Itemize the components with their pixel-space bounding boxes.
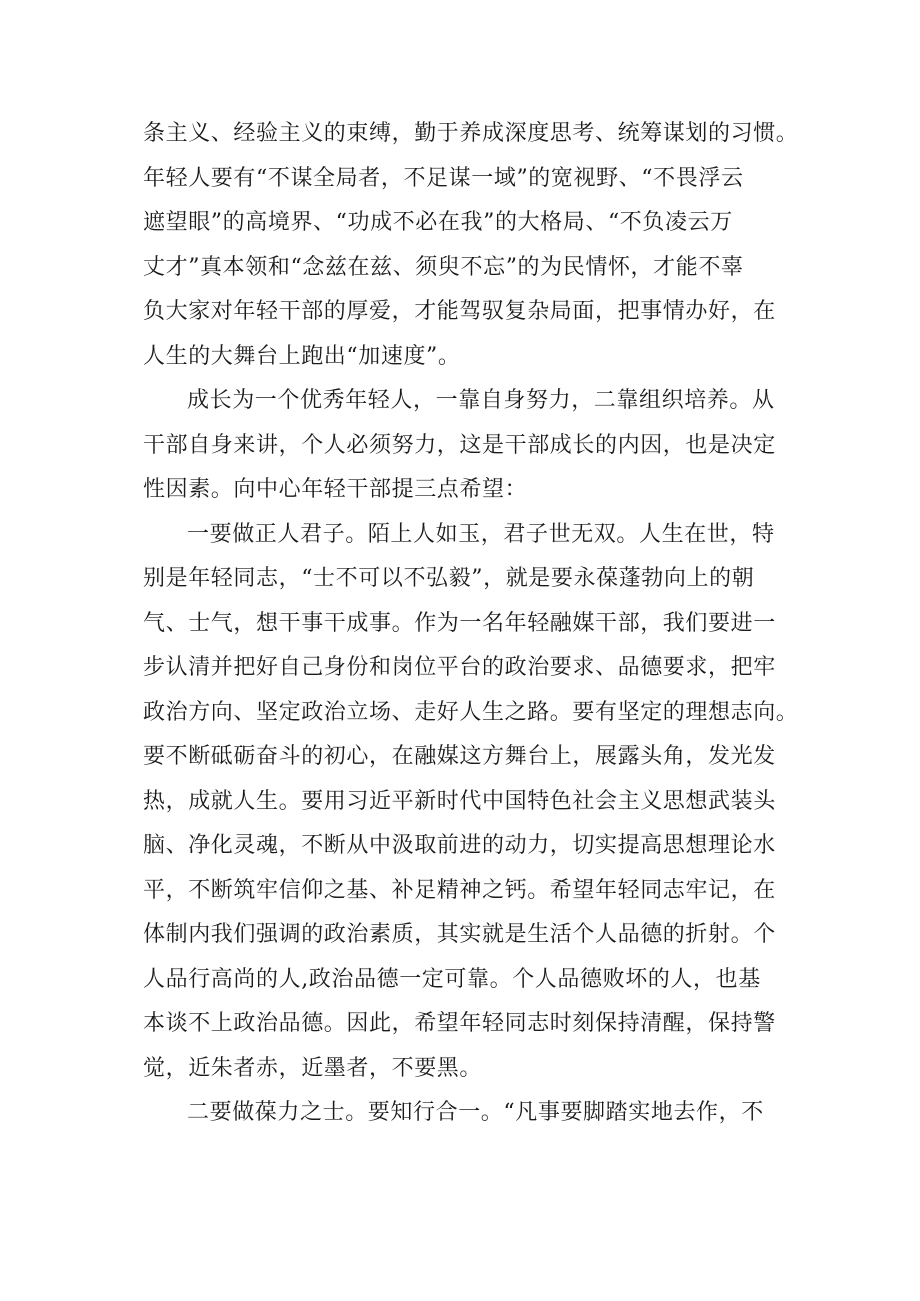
text-line: 丈才”真本领和“念兹在兹、须臾不忘”的为民情怀，才能不辜 (143, 254, 744, 280)
document-body (143, 112, 799, 1136)
text-line: 人品行高尚的人,政治品德一定可靠。个人品德败坏的人，也基 (143, 966, 761, 992)
text-line: 体制内我们强调的政治素质，其实就是生活个人品德的折射。个 (143, 922, 776, 947)
paragraph-first-line: 成长为一个优秀年轻人，一靠自身努力，二靠组织培养。从 (187, 388, 775, 413)
text-line: 负大家对年轻干部的厚爱，才能驾驭复杂局面，把事情办好，在 (143, 299, 776, 324)
text-line: 要不断砥砺奋斗的初心，在融媒这方舞台上，展露头角，发光发 (143, 744, 776, 769)
text-line: 遮望眼”的高境界、“功成不必在我”的大格局、“不负凌云万 (143, 210, 733, 235)
text-line: 热，成就人生。要用习近平新时代中国特色社会主义思想武装头 (143, 788, 776, 814)
text-line: 干部自身来讲，个人必须努力，这是干部成长的内因，也是决定 (143, 432, 776, 458)
text-line: 政治方向、坚定政治立场、走好人生之路。要有坚定的理想志向。 (143, 699, 799, 725)
text-line: 条主义、经验主义的束缚，勤于养成深度思考、统筹谋划的习惯。 (143, 121, 799, 146)
text-line: 气、士气，想干事干成事。作为一名年轻融媒干部，我们要进一 (143, 610, 776, 636)
text-line: 觉，近朱者赤，近墨者，不要黑。 (143, 1055, 483, 1081)
text-line: 本谈不上政治品德。因此，希望年轻同志时刻保持清醒，保持警 (143, 1011, 776, 1036)
paragraph-first-line: 一要做正人君子。陌上人如玉，君子世无双。人生在世，特 (187, 521, 775, 547)
text-line: 平，不断筑牢信仰之基、补足精神之钙。希望年轻同志牢记，在 (143, 877, 776, 903)
text-line: 年轻人要有“不谋全局者，不足谋一域”的宽视野、“不畏浮云 (143, 165, 744, 191)
text-line: 性因素。向中心年轻干部提三点希望： (143, 477, 528, 502)
text-line: 别是年轻同志，“士不可以不弘毅”，就是要永葆蓬勃向上的朝 (143, 566, 755, 591)
text-line: 脑、净化灵魂，不断从中汲取前进的动力，切实提高思想理论水 (143, 833, 776, 858)
text-line: 人生的大舞台上跑出“加速度”。 (143, 343, 461, 369)
text-line: 步认清并把好自己身份和岗位平台的政治要求、品德要求，把牢 (143, 655, 776, 680)
paragraph-first-line: 二要做葆力之士。要知行合一。“凡事要脚踏实地去作，不 (187, 1100, 764, 1125)
